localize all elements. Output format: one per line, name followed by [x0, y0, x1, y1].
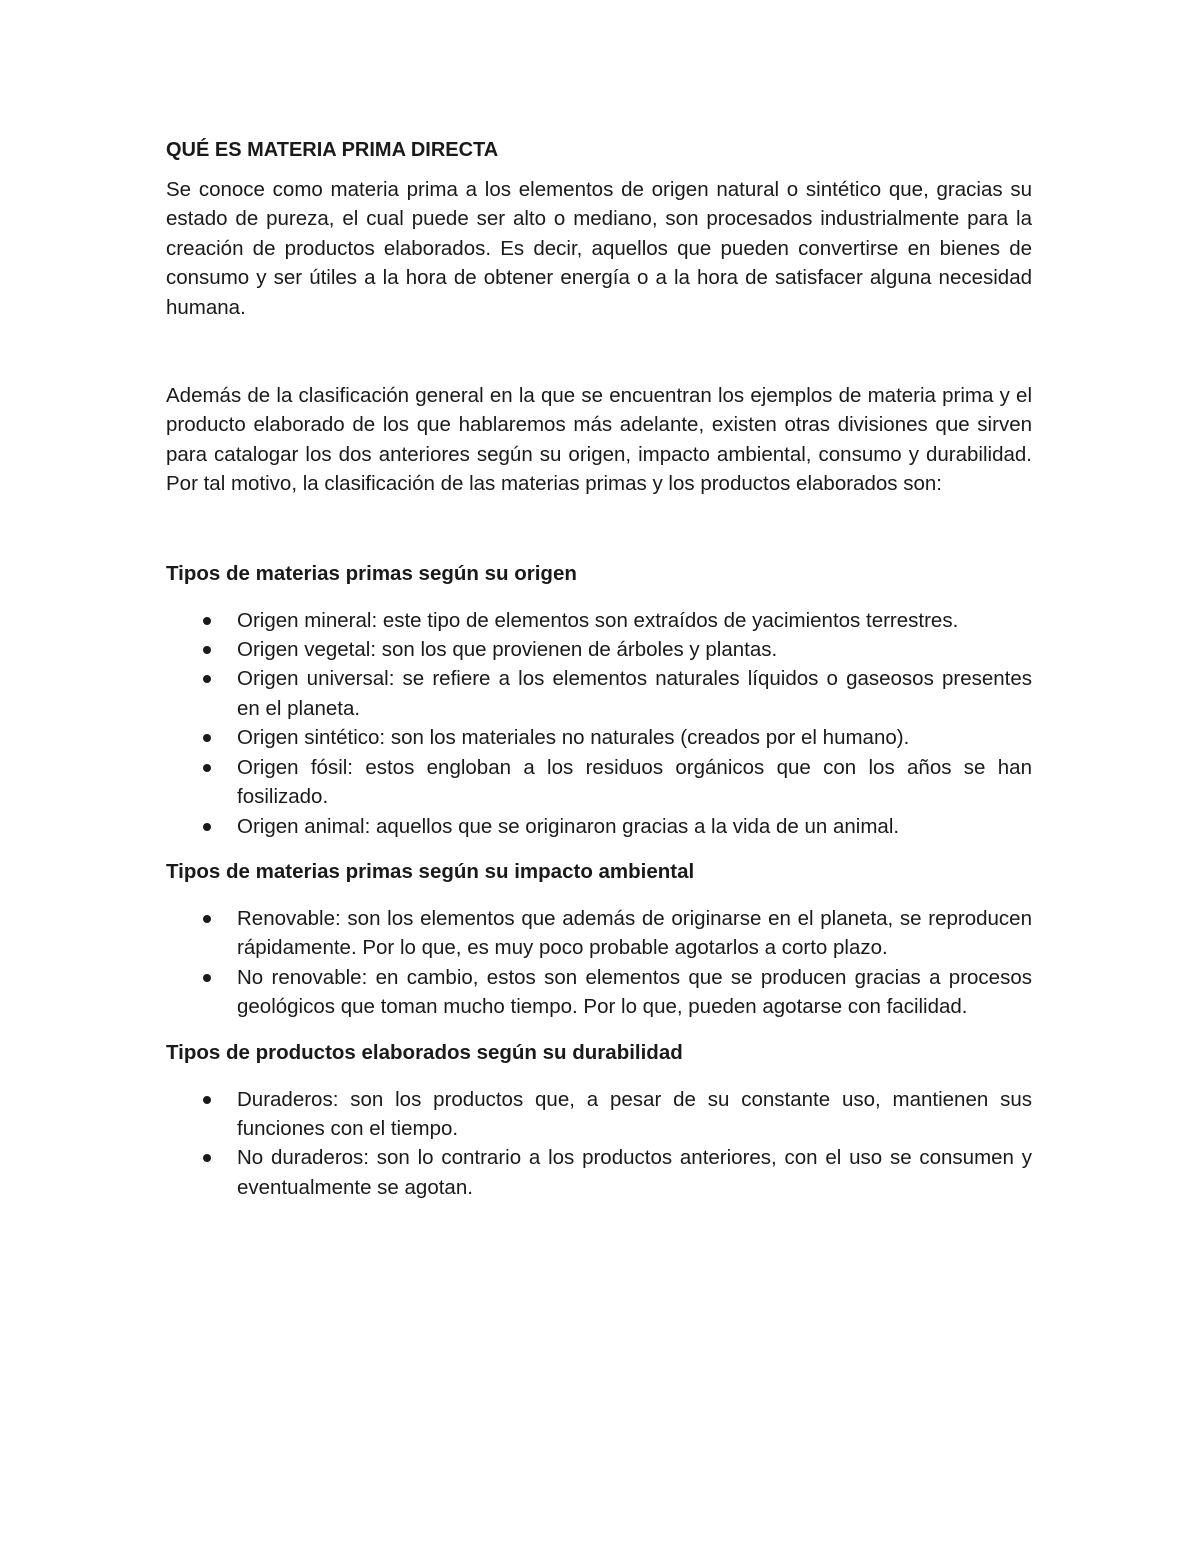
- bullet-icon: [203, 617, 211, 625]
- intro-paragraph: Se conoce como materia prima a los elementos de origen natural o sintético que, gracias su estado de pureza, el cual puede ser alto o mediano, son procesados industrialmente para la creación de productos elaborados. Es decir, aquellos que pueden convertirse en bienes de consumo y ser útiles a la hora de obtener energía o a la hora de satisfacer alguna necesidad humana.: [166, 178, 1032, 319]
- list-item: [166, 635, 1032, 664]
- list-item: [166, 904, 1032, 963]
- section-impacto-ambiental: [166, 857, 1032, 1022]
- list-item-text: Origen animal: aquellos que se originaron gracias a la vida de un animal.: [237, 814, 900, 838]
- bullet-list: [166, 1085, 1032, 1203]
- bullet-icon: [203, 915, 211, 923]
- list-item-text: No duraderos: son lo contrario a los productos anteriores, con el uso se consumen y eventualmente se agotan.: [237, 1146, 1032, 1199]
- list-item-text: Origen mineral: este tipo de elementos son extraídos de yacimientos terrestres.: [237, 608, 959, 632]
- section-heading: Tipos de materias primas según su origen: [166, 561, 577, 585]
- section-heading: Tipos de materias primas según su impacto ambiental: [166, 859, 695, 883]
- list-item-text: Origen universal: se refiere a los elementos naturales líquidos o gaseosos presentes en el planeta.: [237, 667, 1032, 720]
- list-item: [166, 664, 1032, 723]
- bullet-icon: [203, 823, 211, 831]
- list-item: [166, 753, 1032, 812]
- bullet-list: [166, 606, 1032, 841]
- bullet-icon: [203, 1154, 211, 1162]
- document-page: [166, 136, 1032, 1218]
- list-item-text: Origen fósil: estos engloban a los residuos orgánicos que con los años se han fosilizado.: [237, 755, 1032, 809]
- list-item-text: Origen vegetal: son los que provienen de árboles y plantas.: [237, 638, 778, 662]
- bullet-icon: [203, 974, 211, 982]
- list-item: [166, 1085, 1032, 1144]
- list-item-text: No renovable: en cambio, estos son elementos que se producen gracias a procesos geológicos que toman mucho tiempo. Por lo que, pueden agotarse con facilidad.: [237, 965, 1032, 1019]
- bullet-icon: [203, 1096, 211, 1104]
- list-item: [166, 963, 1032, 1022]
- section-durabilidad: [166, 1038, 1032, 1203]
- bullet-icon: [203, 734, 211, 742]
- list-item-text: Origen sintético: son los materiales no naturales (creados por el humano).: [237, 726, 910, 750]
- document-title: QUÉ ES MATERIA PRIMA DIRECTA: [166, 139, 499, 161]
- section-heading: Tipos de productos elaborados según su durabilidad: [166, 1040, 683, 1064]
- classification-paragraph: Además de la clasificación general en la que se encuentran los ejemplos de materia prima y el producto elaborado de los que hablaremos más adelante, existen otras divisiones que sirven para catalogar los dos anteriores según su origen, impacto ambiental, consumo y durabilidad. Por tal motivo, la clasificación de las materias primas y los productos elaborados son:: [166, 384, 1032, 496]
- bullet-icon: [203, 646, 211, 654]
- list-item: [166, 1143, 1032, 1202]
- spacer: [166, 499, 1032, 559]
- list-item: [166, 812, 1032, 841]
- bullet-icon: [203, 675, 211, 683]
- bullet-list: [166, 904, 1032, 1022]
- list-item-text: Renovable: son los elementos que además de originarse en el planeta, se reproducen rápidamente. Por lo que, es muy poco probable agotarlos a corto plazo.: [237, 906, 1032, 960]
- spacer: [166, 322, 1032, 381]
- list-item: [166, 723, 1032, 752]
- bullet-icon: [203, 764, 211, 772]
- section-origen: [166, 559, 1032, 841]
- list-item: [166, 606, 1032, 635]
- list-item-text: Duraderos: son los productos que, a pesar de su constante uso, mantienen sus funciones con el tiempo.: [237, 1087, 1032, 1140]
